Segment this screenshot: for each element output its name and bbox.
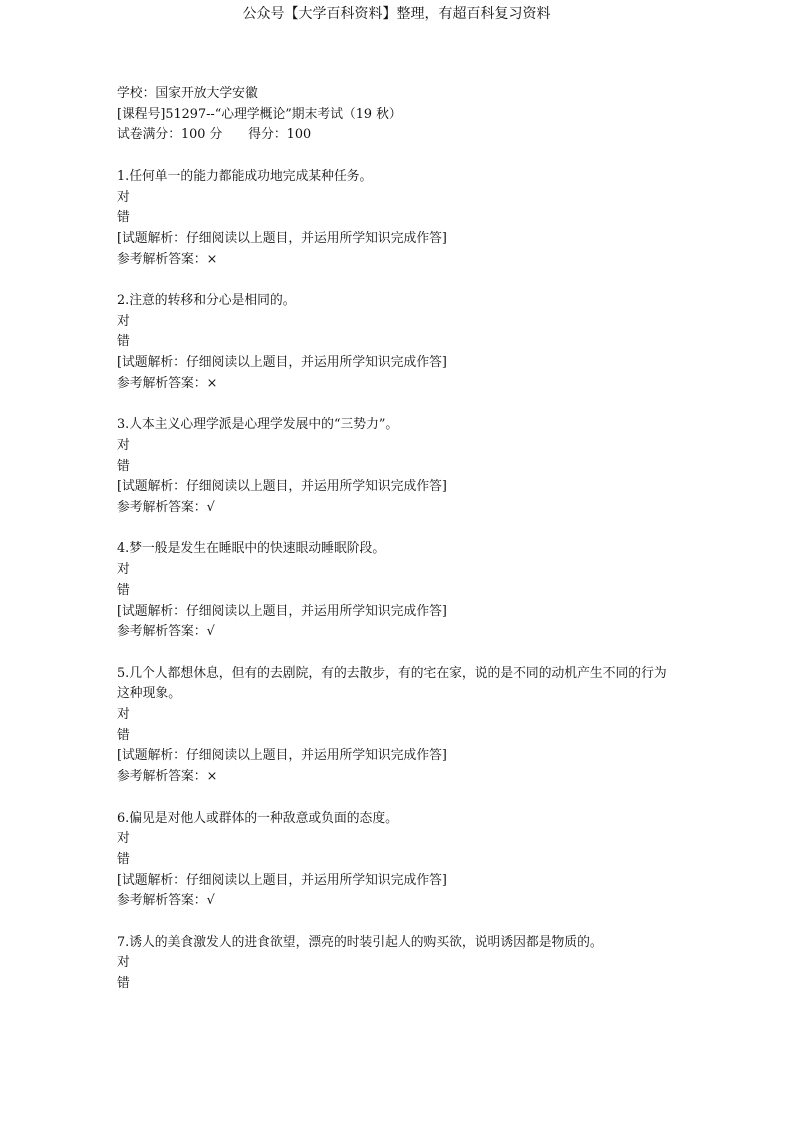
question-item (117, 167, 677, 291)
question-answer: 参考解析答案：√ (117, 500, 215, 516)
question-hint: [试题解析：仔细阅读以上题目，并运用所学知识完成作答] (117, 872, 447, 888)
option-true[interactable]: 对 (117, 707, 130, 723)
full-score: 试卷满分：100 分 (117, 127, 223, 143)
question-answer: 参考解析答案：√ (117, 893, 215, 909)
question-item (117, 539, 677, 663)
question-answer: 参考解析答案：× (117, 251, 218, 267)
option-false[interactable]: 错 (117, 210, 130, 226)
question-hint: [试题解析：仔细阅读以上题目，并运用所学知识完成作答] (117, 748, 447, 764)
score-line (117, 125, 677, 146)
page-header: 公众号【大学百科资料】整理，有超百科复习资料 (242, 6, 551, 22)
question-text: 4.梦一般是发生在睡眠中的快速眼动睡眠阶段。 (117, 541, 386, 557)
option-true[interactable]: 对 (117, 437, 130, 453)
option-true[interactable]: 对 (117, 831, 130, 847)
option-true[interactable]: 对 (117, 313, 130, 329)
question-answer: 参考解析答案：× (117, 375, 218, 391)
course-line: [课程号]51297--“心理学概论”期末考试（19 秋） (117, 106, 402, 122)
score: 得分：100 (248, 127, 312, 143)
question-text: 3.人本主义心理学派是心理学发展中的“三势力”。 (117, 417, 399, 433)
question-text: 6.偏见是对他人或群体的一种敌意或负面的态度。 (117, 810, 398, 826)
option-true[interactable]: 对 (117, 562, 130, 578)
option-true[interactable]: 对 (117, 189, 130, 205)
question-item (117, 291, 677, 415)
question-hint: [试题解析：仔细阅读以上题目，并运用所学知识完成作答] (117, 230, 447, 246)
option-false[interactable]: 错 (117, 582, 130, 598)
option-true[interactable]: 对 (117, 955, 130, 971)
question-answer: 参考解析答案：√ (117, 624, 215, 640)
question-hint: [试题解析：仔细阅读以上题目，并运用所学知识完成作答] (117, 355, 447, 371)
option-false[interactable]: 错 (117, 334, 130, 350)
question-hint: [试题解析：仔细阅读以上题目，并运用所学知识完成作答] (117, 603, 447, 619)
option-false[interactable]: 错 (117, 727, 130, 743)
option-false[interactable]: 错 (117, 458, 130, 474)
question-answer: 参考解析答案：× (117, 769, 218, 785)
option-false[interactable]: 错 (117, 976, 130, 992)
question-item (117, 415, 677, 539)
question-text: 2.注意的转移和分心是相同的。 (117, 293, 296, 308)
question-hint: [试题解析：仔细阅读以上题目，并运用所学知识完成作答] (117, 479, 447, 495)
exam-content (117, 84, 677, 995)
question-list (117, 167, 677, 995)
question-text: 5.几个人都想休息，但有的去剧院，有的去散步，有的宅在家，说的是不同的动机产生不同的行为这种现象。 (117, 665, 667, 702)
question-text: 1.任何单一的能力都能成功地完成某种任务。 (117, 168, 373, 184)
school-line: 学校：国家开放大学安徽 (117, 86, 258, 101)
question-item (117, 664, 677, 809)
option-false[interactable]: 错 (117, 851, 130, 867)
question-text: 7.诱人的美食激发人的进食欲望，漂亮的时装引起人的购买欲，说明诱因都是物质的。 (117, 934, 603, 950)
question-item (117, 809, 677, 933)
question-item (117, 933, 677, 995)
